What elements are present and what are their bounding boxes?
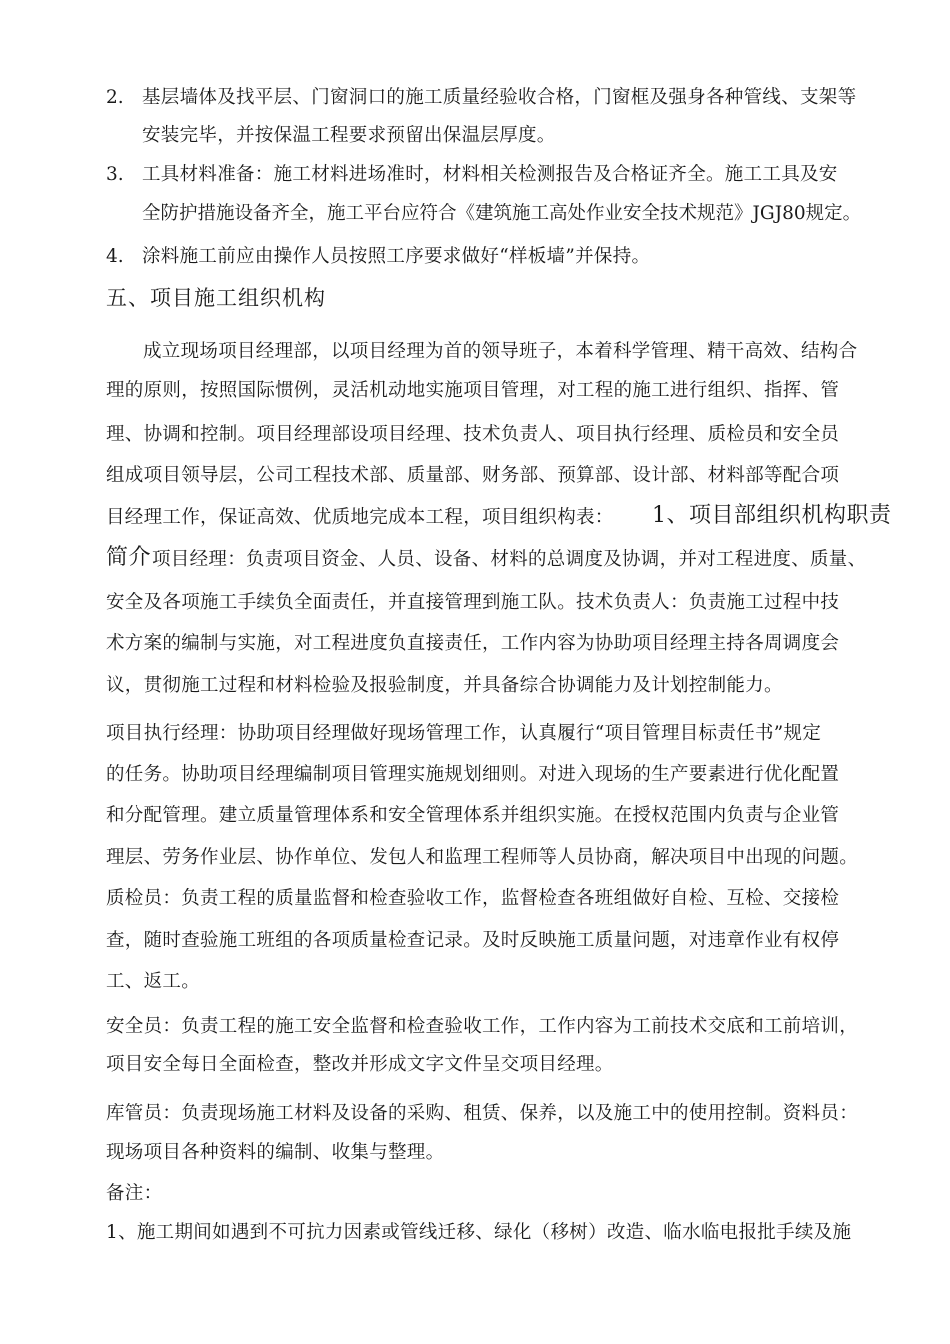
list-number: 3.	[106, 164, 124, 185]
section-heading: 五、项目施工组织机构	[106, 286, 326, 310]
sub-heading: 1、项目部组织机构职责	[652, 503, 892, 528]
list-text: 全防护措施设备齐全，施工平台应符合《建筑施工高处作业安全技术规范》JGJ80规定。	[142, 203, 862, 224]
paragraph-line: 现场项目各种资料的编制、收集与整理。	[106, 1142, 445, 1163]
paragraph-line: 质检员：负责工程的质量监督和检查验收工作，监督检查各班组做好自检、互检、交接检	[106, 888, 840, 909]
list-text: 工具材料准备：施工材料进场准时，材料相关检测报告及合格证齐全。施工工具及安	[142, 164, 838, 185]
paragraph-line: 安全员：负责工程的施工安全监督和检查验收工作，工作内容为工前技术交底和工前培训，	[106, 1016, 859, 1037]
paragraph-line: 工、返工。	[106, 971, 201, 992]
paragraph-line: 项目执行经理：协助项目经理做好现场管理工作，认真履行“项目管理目标责任书”规定	[106, 723, 822, 744]
paragraph-line: 查，随时查验施工班组的各项质量检查记录。及时反映施工质量问题，对违章作业有权停	[106, 930, 840, 951]
paragraph-line: 项目经理：负责项目资金、人员、设备、材料的总调度及协调，并对工程进度、质量、	[152, 549, 867, 570]
paragraph-line: 术方案的编制与实施，对工程进度负直接责任，工作内容为协助项目经理主持各周调度会	[106, 633, 840, 654]
paragraph-line: 目经理工作，保证高效、优质地完成本工程，项目组织构表：	[106, 507, 614, 528]
notes-label: 备注：	[106, 1183, 163, 1204]
paragraph-line: 和分配管理。建立质量管理体系和安全管理体系并组织实施。在授权范围内负责与企业管	[106, 805, 840, 826]
paragraph-line: 成立现场项目经理部，以项目经理为首的领导班子，本着科学管理、精干高效、结构合	[143, 341, 858, 362]
paragraph-line: 安全及各项施工手续负全面责任，并直接管理到施工队。技术负责人：负责施工过程中技	[106, 592, 840, 613]
paragraph-line: 库管员：负责现场施工材料及设备的采购、租赁、保养，以及施工中的使用控制。资料员：	[106, 1103, 859, 1124]
sub-heading-cont: 简介	[106, 545, 152, 570]
paragraph-line: 理、协调和控制。项目经理部设项目经理、技术负责人、项目执行经理、质检员和安全员	[106, 424, 840, 445]
list-text: 涂料施工前应由操作人员按照工序要求做好“样板墙”并保持。	[142, 246, 651, 267]
list-text: 安装完毕，并按保温工程要求预留出保温层厚度。	[142, 125, 556, 146]
paragraph-line: 组成项目领导层，公司工程技术部、质量部、财务部、预算部、设计部、材料部等配合项	[106, 465, 840, 486]
paragraph-line: 理层、劳务作业层、协作单位、发包人和监理工程师等人员协商，解决项目中出现的问题。	[106, 847, 859, 868]
paragraph-line: 理的原则，按照国际惯例，灵活机动地实施项目管理，对工程的施工进行组织、指挥、管	[106, 380, 840, 401]
paragraph-line: 项目安全每日全面检查，整改并形成文字文件呈交项目经理。	[106, 1054, 614, 1075]
list-text: 基层墙体及找平层、门窗洞口的施工质量经验收合格，门窗框及强身各种管线、支架等	[142, 87, 857, 108]
list-number: 4.	[106, 246, 124, 267]
paragraph-line: 的任务。协助项目经理编制项目管理实施规划细则。对进入现场的生产要素进行优化配置	[106, 764, 840, 785]
list-number: 2.	[106, 87, 124, 108]
note-item: 1、施工期间如遇到不可抗力因素或管线迁移、绿化（移树）改造、临水临电报批手续及施	[106, 1222, 852, 1243]
paragraph-line: 议，贯彻施工过程和材料检验及报验制度，并具备综合协调能力及计划控制能力。	[106, 675, 783, 696]
